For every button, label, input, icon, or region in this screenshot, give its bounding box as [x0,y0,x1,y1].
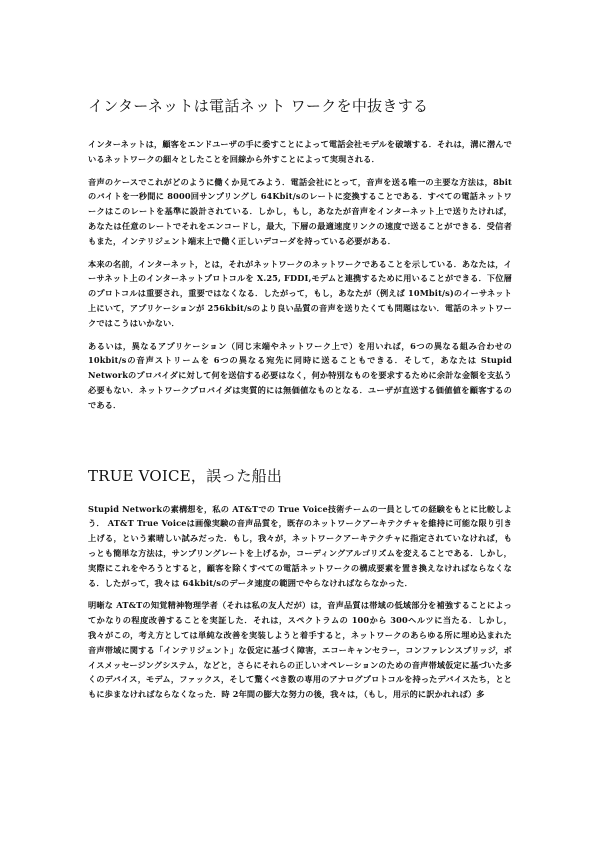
document-body [88,96,512,702]
paragraph: 明晰な AT&Tの知覚精神物理学者（それは私の友人だが）は，音声品質は帯域の低域部分を補強することによってかなりの程度改善することを実証した．それは，スペクトラムの 100から 300ヘルツに当たる．しかし，我々がこの，考え方としては単純な改善を実装しようと着手すると，ネットワークのあらゆる所に埋め込まれた音声帯域に関する「インテリジェント」な仮定に基づく障害，エコーキャンセラー，コンファレンスブリッジ，ボイスメッセージングシステム，などと，さらにそれらの正しいオペレーションのための音声帯域仮定に基づいた多くのデバイス，モデム，ファックス，そして驚くべき数の専用のアナログプロトコルを持ったデバイスたち，とともに歩まなければならなくなった．時 2年間の膨大な努力の後，我々は，（もし，用示的に訳かれれば）多 [88,600,512,700]
paragraph: 音声のケースでこれがどのように働くか見てみよう．電話会社にとって，音声を送る唯一の主要な方法は，8bitのバイトを一秒間に 8000回サンプリングし 64Kbit/sのレートに変換することである．すべての電話ネットワークはこのレートを基準に設計されている．しかし，もし，あなたが音声をインターネット上で送りたければ，あなたは任意のレートでそれをエンコードし，最大，下層の最適速度リンクの速度で送ることができる．受信者もまた，インテリジェント端末上で働く正しいデコーダを持っている必要がある． [88,176,512,246]
section-heading-internet-disintermediates: インターネットは電話ネット ワークを中抜きする [88,97,429,115]
paragraph: インターネットは，顧客をエンドユーザの手に委すことによって電話会社モデルを破壊する．それは，溝に潜んでいるネットワークの細々としたことを回線から外すことによって実現される． [88,139,512,164]
paragraph: Stupid Networkの素構想を，私の AT&Tでの True Voice技術チームの一員としての経験をもとに比較しよう． AT&T True Voiceは画像実験の音声品質を，既存のネットワークアーキテクチャを維持に可能な限り引き上げる，という素晴しい試みだった．もし，我々が，ネットワークアーキテクチャに指定されていなければ，もっとも簡単な方法は，サンプリングレートを上げるか，コーディングアルゴリズムを変えることである．しかし，実際にこれをやろうとすると，顧客を除くすべての電話ネットワークの構成要素を置き換えなければならなくなる．したがって，我々は 64kbit/sのデータ速度の範囲でやらなければならなかった． [88,503,512,588]
section-heading-true-voice: TRUE VOICE，誤った船出 [88,466,283,485]
paragraph: 本来の名前，インターネット，とは，それがネットワークのネットワークであることを示している．あなたは，イーサネット上のインターネットプロトコルを X.25, FDDI,モデムと連携するために用いることができる．下位層のプロトコルは重要され，重要ではなくなる．したがって，もし，あなたが（例えば 10Mbit/s)のイーサネット上にいて，アプリケーションが 256kbit/sのより良い品質の音声を送りたくても問題はない．電話のネットワークではこうはいかない． [88,258,512,328]
paragraph: あるいは，異なるアプリケーション（同じ末端やネットワーク上で）を用いれば，6つの異なる組み合わせの 10kbit/sの音声ストリームを 6つの異なる宛先に同時に送ることもできる．そして，あなたは Stupid Networkのプロバイダに対して何を送信する必要はなく，何か特別なものを要求するために余計な金額を支払う必要もない．ネットワークプロバイダは実質的には無価値なものとなる．ユーザが直送する価値値を顧客するのである． [88,340,512,410]
